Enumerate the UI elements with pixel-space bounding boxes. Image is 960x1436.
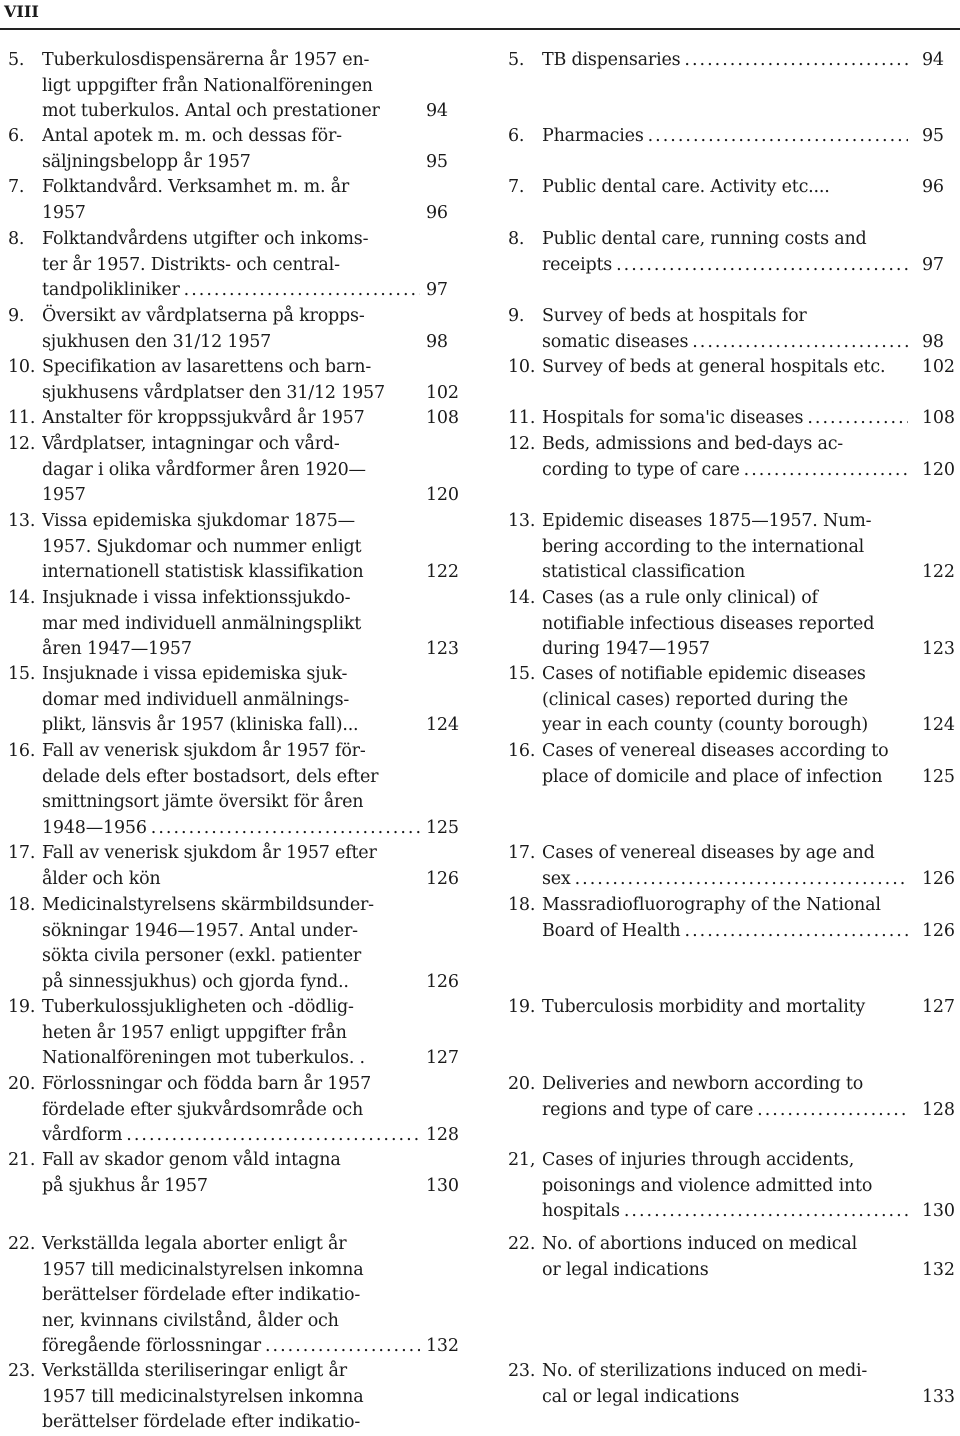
entry-title-line: hospitals (542, 1201, 620, 1222)
entry-page-number: 126 (426, 868, 459, 889)
entry-page-number: 125 (426, 817, 459, 838)
entry-title-line: Fall av venerisk sjukdom år 1957 efter (42, 843, 377, 863)
entry-number: 14. (508, 588, 536, 608)
entry-number: 7. (8, 177, 25, 197)
toc-entry (8, 1359, 458, 1436)
entry-page-number: 126 (426, 971, 459, 992)
entry-title-line: sjukhusens vårdplatser den 31/12 1957 (42, 382, 385, 403)
entry-title-line: cording to type of care (542, 459, 740, 480)
entry-title (42, 739, 424, 841)
entry-number: 17. (508, 843, 536, 863)
entry-title (542, 586, 912, 663)
entry-title-line: Specifikation av lasarettens och barn- (42, 357, 372, 377)
entry-title-line: åren 1947—1957 (42, 639, 192, 660)
entry-number: 5. (8, 50, 25, 70)
entry-title-line: ligt uppgifter från Nationalföreningen (42, 75, 373, 96)
entry-title-line: på sjukhus år 1957 (42, 1175, 208, 1196)
entry-title (542, 739, 912, 790)
entry-title-line: Antal apotek m. m. och dessas för- (42, 126, 342, 146)
entry-page-number: 97 (922, 254, 944, 275)
entry-title-line: Vårdplatser, intagningar och vård- (42, 434, 340, 454)
dot-leader (575, 867, 908, 893)
entry-title-line: plikt, länsvis år 1957 (kliniska fall)... (42, 715, 359, 736)
entry-title-line: sex (542, 868, 571, 889)
toc-entry (8, 995, 458, 1072)
entry-title-line: Deliveries and newborn according to (542, 1074, 864, 1094)
entry-title-line: statistical classification (542, 562, 746, 583)
toc-entry (508, 1148, 954, 1225)
entry-number: 21, (508, 1150, 536, 1170)
entry-title-line: Board of Health (542, 920, 681, 941)
entry-title (42, 995, 424, 1072)
entry-title-line: sökta civila personer (exkl. patienter (42, 946, 362, 967)
entry-title (42, 48, 424, 125)
entry-title-line: notifiable infectious diseases reported (542, 613, 875, 634)
dot-leader (757, 1098, 908, 1124)
entry-title-line: Hospitals for soma'ic diseases (542, 408, 804, 428)
entry-title (42, 586, 424, 663)
entry-title-line: domar med individuell anmälnings- (42, 689, 350, 710)
entry-page-number: 96 (922, 177, 944, 197)
entry-page-number: 128 (922, 1099, 955, 1120)
toc-entry (508, 1232, 954, 1283)
entry-number: 17. (8, 843, 36, 863)
entry-number: 22. (8, 1234, 36, 1254)
entry-title (42, 1148, 424, 1199)
entry-title (542, 355, 912, 381)
entry-title-line: or legal indications (542, 1259, 709, 1280)
dot-leader (616, 253, 908, 279)
entry-number: 19. (8, 997, 36, 1017)
entry-number: 10. (508, 357, 536, 377)
toc-entry (508, 739, 954, 790)
entry-title-line: mar med individuell anmälningsplikt (42, 613, 362, 634)
toc-entry (508, 995, 954, 1021)
entry-number: 15. (8, 664, 36, 684)
entry-title-line: smittningsort jämte översikt för åren (42, 792, 364, 813)
entry-number: 15. (508, 664, 536, 684)
entry-title (42, 432, 424, 509)
toc-entry (508, 355, 954, 381)
entry-title-line: somatic diseases (542, 331, 689, 352)
entry-title (42, 175, 424, 226)
entry-title (42, 1072, 424, 1149)
dot-leader (684, 48, 908, 74)
entry-page-number: 96 (426, 202, 448, 223)
entry-page-number: 127 (922, 997, 955, 1017)
entry-number: 10. (8, 357, 36, 377)
entry-title-line: Fall av skador genom våld intagna (42, 1150, 341, 1170)
page-number: VIII (4, 2, 39, 21)
entry-title-line: regions and type of care (542, 1099, 754, 1120)
entry-page-number: 130 (426, 1175, 459, 1196)
entry-number: 7. (508, 177, 525, 197)
dot-leader (265, 1334, 420, 1360)
entry-title-line: 1957 (42, 485, 86, 506)
entry-title-line: 1957 (42, 202, 86, 223)
entry-number: 16. (8, 741, 36, 761)
entry-title (542, 509, 912, 586)
toc-entry (508, 841, 954, 892)
entry-title-line: No. of sterilizations induced on medi- (542, 1361, 868, 1381)
entry-number: 18. (8, 895, 36, 915)
toc-entry (508, 48, 954, 74)
entry-title-line: Anstalter för kroppssjukvård år 1957 (42, 408, 365, 428)
entry-title-line: Vissa epidemiska sjukdomar 1875— (42, 511, 355, 531)
dot-leader (744, 458, 908, 484)
toc-entry (508, 893, 954, 944)
dot-leader (624, 1199, 908, 1225)
entry-title-line: sjukhusen den 31/12 1957 (42, 331, 272, 352)
toc-entry (8, 739, 458, 841)
entry-title-line: heten år 1957 enligt uppgifter från (42, 1022, 347, 1043)
entry-title (542, 227, 912, 278)
entry-title-line: vårdform (42, 1125, 123, 1146)
entry-number: 11. (8, 408, 36, 428)
toc-entry (508, 586, 954, 663)
entry-title-line: berättelser fördelade efter indikatio- (42, 1412, 361, 1433)
entry-page-number: 122 (426, 562, 459, 583)
toc-entry (8, 48, 458, 125)
entry-title-line: Medicinalstyrelsens skärmbildsunder- (42, 895, 374, 915)
entry-title-line: Public dental care. Activity etc.... (542, 177, 830, 197)
toc-entry (508, 1072, 954, 1123)
entry-title-line: Public dental care, running costs and (542, 229, 867, 249)
entry-page-number: 120 (922, 459, 955, 480)
entry-title-line: poisonings and violence admitted into (542, 1175, 873, 1196)
entry-title-line: bering according to the international (542, 536, 865, 557)
entry-title-line: Tuberkulossjukligheten och -dödlig- (42, 997, 354, 1017)
dot-leader (807, 406, 908, 432)
entry-number: 13. (8, 511, 36, 531)
toc-entry (8, 175, 458, 226)
entry-title-line: mot tuberkulos. Antal och prestationer (42, 101, 380, 122)
entry-number: 9. (8, 306, 25, 326)
toc-entry (8, 406, 458, 432)
entry-page-number: 97 (426, 280, 448, 301)
entry-number: 23. (8, 1361, 36, 1381)
toc-entry (8, 893, 458, 995)
toc-entry (8, 432, 458, 509)
entry-number: 8. (8, 229, 25, 249)
dot-leader (126, 1123, 420, 1149)
entry-title (542, 1148, 912, 1225)
entry-title-line: på sinnessjukhus) och gjorda fynd.. (42, 971, 349, 992)
entry-number: 12. (8, 434, 36, 454)
entry-title-line: fördelade efter sjukvårdsområde och (42, 1099, 364, 1120)
toc-entry (8, 1232, 458, 1360)
entry-page-number: 132 (426, 1336, 459, 1357)
entry-page-number: 133 (922, 1386, 955, 1407)
dot-leader (692, 330, 908, 356)
entry-title-line: sökningar 1946—1957. Antal under- (42, 920, 358, 941)
entry-title-line: Cases of venereal diseases according to (542, 741, 889, 761)
entry-title-line: Beds, admissions and bed-days ac- (542, 434, 844, 454)
entry-number: 22. (508, 1234, 536, 1254)
entry-title-line: place of domicile and place of infection (542, 766, 883, 787)
toc-entry (508, 432, 954, 483)
entry-title-line: delade dels efter bostadsort, dels efter (42, 766, 379, 787)
toc-entry (8, 586, 458, 663)
toc-entry (8, 227, 458, 304)
entry-number: 18. (508, 895, 536, 915)
entry-number: 6. (8, 126, 25, 146)
dot-leader (648, 124, 908, 150)
entry-title-line: Survey of beds at general hospitals etc. (542, 357, 886, 377)
entry-page-number: 94 (426, 101, 448, 122)
toc-entry (508, 406, 954, 432)
entry-page-number: 126 (922, 868, 955, 889)
entry-number: 23. (508, 1361, 536, 1381)
entry-title-line: Verkställda steriliseringar enligt år (42, 1361, 347, 1381)
entry-page-number: 123 (922, 639, 955, 660)
toc-entry (8, 1148, 458, 1199)
entry-title-line: föregående förlossningar (42, 1336, 261, 1357)
entry-number: 6. (508, 126, 525, 146)
entry-title (542, 995, 912, 1021)
entry-title-line: Cases (as a rule only clinical) of (542, 588, 818, 608)
entry-title-line: säljningsbelopp år 1957 (42, 151, 251, 172)
entry-number: 21. (8, 1150, 36, 1170)
entry-title (542, 1359, 912, 1410)
entry-page-number: 95 (426, 151, 448, 172)
toc-entry (508, 1359, 954, 1410)
entry-page-number: 130 (922, 1201, 955, 1222)
entry-title-line: 1948—1956 (42, 817, 147, 838)
dot-leader (151, 816, 420, 842)
entry-number: 9. (508, 306, 525, 326)
entry-number: 8. (508, 229, 525, 249)
entry-title-line: Massradiofluorography of the National (542, 895, 881, 915)
entry-title (42, 509, 424, 586)
entry-title-line: tandpolikliniker (42, 280, 180, 301)
entry-title-line: cal or legal indications (542, 1386, 740, 1407)
entry-title-line: internationell statistisk klassifikation (42, 562, 364, 583)
entry-title-line: Cases of venereal diseases by age and (542, 843, 875, 863)
entry-title-line: dagar i olika vårdformer åren 1920— (42, 459, 366, 480)
header-rule (0, 28, 960, 30)
entry-page-number: 120 (426, 485, 459, 506)
dot-leader (685, 919, 909, 945)
entry-number: 14. (8, 588, 36, 608)
entry-title-line: 1957 till medicinalstyrelsen inkomna (42, 1259, 364, 1280)
entry-title (542, 432, 912, 483)
toc-entry (508, 175, 954, 201)
entry-title (42, 1232, 424, 1360)
entry-title-line: Tuberculosis morbidity and mortality (542, 997, 866, 1017)
toc-entry (8, 304, 458, 355)
entry-page-number: 132 (922, 1259, 955, 1280)
entry-title-line: Insjuknade i vissa infektionssjukdo- (42, 588, 351, 608)
entry-title-line: 1957. Sjukdomar och nummer enligt (42, 536, 362, 557)
entry-number: 5. (508, 50, 525, 70)
toc-entry (508, 304, 954, 355)
entry-number: 20. (508, 1074, 536, 1094)
entry-title-line: Verkställda legala aborter enligt år (42, 1234, 347, 1254)
entry-title-line: Cases of injuries through accidents, (542, 1150, 855, 1170)
entry-title-line: No. of abortions induced on medical (542, 1234, 857, 1254)
entry-title-line: Folktandvård. Verksamhet m. m. år (42, 177, 350, 197)
entry-page-number: 102 (426, 382, 459, 403)
entry-title (42, 1359, 424, 1436)
entry-page-number: 108 (426, 408, 459, 428)
entry-title-line: 1957 till medicinalstyrelsen inkomna (42, 1386, 364, 1407)
entry-page-number: 126 (922, 920, 955, 941)
entry-page-number: 128 (426, 1125, 459, 1146)
entry-title-line: Fall av venerisk sjukdom år 1957 för- (42, 741, 366, 761)
entry-title-line: ter år 1957. Distrikts- och central- (42, 254, 340, 275)
entry-title (42, 124, 424, 175)
entry-title-line: TB dispensaries (542, 50, 681, 70)
entry-title-line: Pharmacies (542, 126, 644, 146)
entry-title-line: receipts (542, 254, 613, 275)
entry-page-number: 94 (922, 50, 944, 70)
entry-title-line: ålder och kön (42, 868, 161, 889)
entry-title-line: (clinical cases) reported during the (542, 689, 848, 710)
entry-number: 13. (508, 511, 536, 531)
entry-title (542, 1232, 912, 1283)
entry-title (42, 227, 424, 304)
entry-title (42, 662, 424, 739)
entry-title (542, 304, 912, 355)
entry-page-number: 98 (426, 331, 448, 352)
entry-page-number: 124 (426, 715, 459, 736)
entry-number: 16. (508, 741, 536, 761)
entry-page-number: 102 (922, 357, 955, 377)
entry-number: 19. (508, 997, 536, 1017)
entry-title (542, 124, 912, 150)
entry-number: 11. (508, 408, 536, 428)
entry-title (42, 355, 424, 406)
entry-title-line: ner, kvinnans civilstånd, ålder och (42, 1310, 339, 1331)
toc-entry (8, 1072, 458, 1149)
toc-entry (508, 662, 954, 739)
entry-page-number: 123 (426, 639, 459, 660)
toc-entry (8, 509, 458, 586)
entry-title-line: Folktandvårdens utgifter och inkoms- (42, 229, 369, 249)
entry-page-number: 127 (426, 1048, 459, 1069)
entry-title-line: Cases of notifiable epidemic diseases (542, 664, 866, 684)
entry-title (542, 893, 912, 944)
toc-entry (508, 124, 954, 150)
entry-title-line: Insjuknade i vissa epidemiska sjuk- (42, 664, 348, 684)
entry-number: 20. (8, 1074, 36, 1094)
entry-title-line: Epidemic diseases 1875—1957. Num- (542, 511, 872, 531)
entry-title (42, 304, 424, 355)
entry-title-line: year in each county (county borough) (542, 715, 869, 736)
toc-entry (8, 841, 458, 892)
entry-page-number: 124 (922, 715, 955, 736)
entry-title (542, 841, 912, 892)
entry-title (542, 175, 912, 201)
entry-title-line: berättelser fördelade efter indikatio- (42, 1285, 361, 1306)
entry-title (42, 406, 424, 432)
entry-title-line: during 1947—1957 (542, 639, 710, 660)
entry-page-number: 108 (922, 408, 955, 428)
entry-title (542, 406, 912, 432)
dot-leader (184, 278, 420, 304)
toc-entry (8, 662, 458, 739)
entry-page-number: 98 (922, 331, 944, 352)
entry-page-number: 122 (922, 562, 955, 583)
entry-title (542, 48, 912, 74)
entry-title-line: Tuberkulosdispensärerna år 1957 en- (42, 50, 370, 70)
toc-entry (508, 227, 954, 278)
entry-title-line: Förlossningar och födda barn år 1957 (42, 1074, 372, 1094)
entry-title-line: Nationalföreningen mot tuberkulos. . (42, 1048, 365, 1069)
entry-title (542, 662, 912, 739)
entry-title (42, 893, 424, 995)
toc-entry (508, 509, 954, 586)
entry-page-number: 125 (922, 766, 955, 787)
entry-title (42, 841, 424, 892)
entry-number: 12. (508, 434, 536, 454)
entry-title-line: Översikt av vårdplatserna på kropps- (42, 306, 365, 326)
toc-entry (8, 124, 458, 175)
entry-title-line: Survey of beds at hospitals for (542, 306, 807, 326)
toc-entry (8, 355, 458, 406)
entry-page-number: 95 (922, 126, 944, 146)
entry-title (542, 1072, 912, 1123)
